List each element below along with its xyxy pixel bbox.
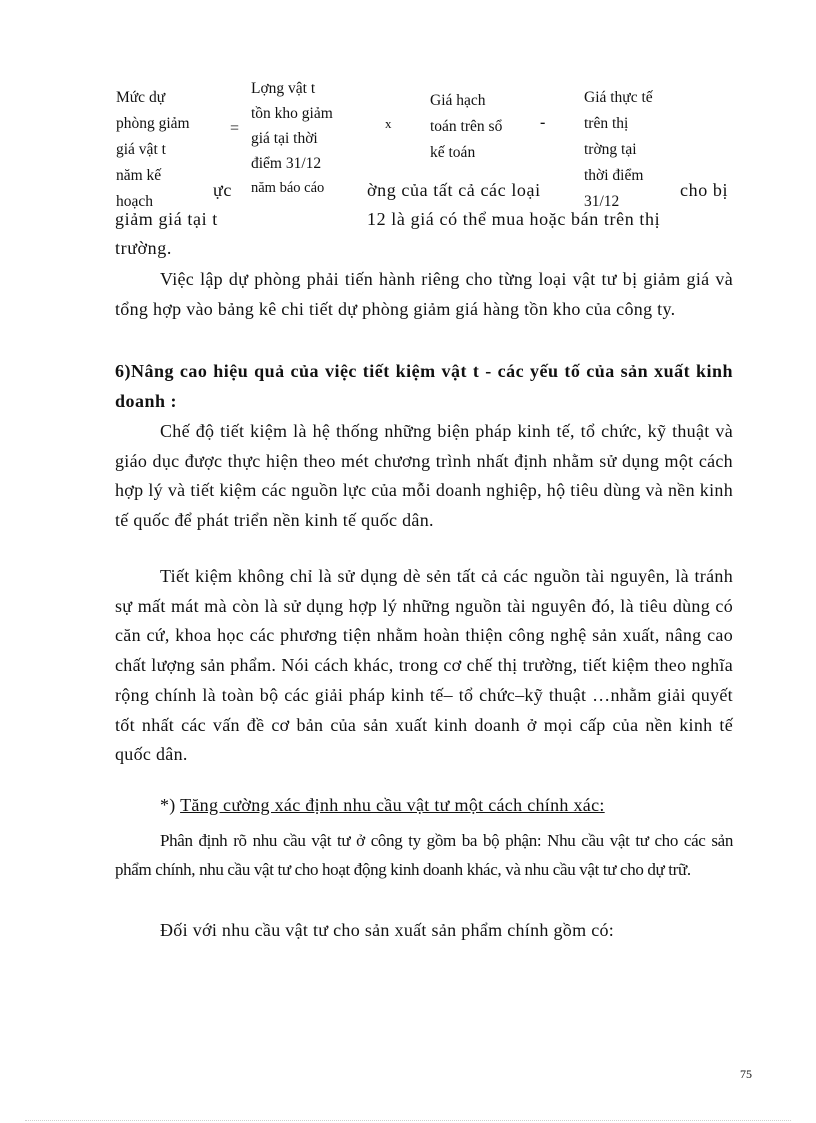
sub-heading-text: Tăng cường xác định nhu cầu vật tư một cách chính xác: <box>180 795 605 815</box>
formula-book-price <box>430 88 502 166</box>
fragment-text: ờng của tất cả các loại <box>367 180 541 200</box>
section-heading: 6)Nâng cao hiệu quả của việc tiết kiệm vật t - các yếu tố của sản xuất kinh doanh : <box>115 361 733 411</box>
paragraph: Tiết kiệm không chỉ là sử dụng dè sẻn tất cả các nguồn tài nguyên, là tránh sự mất mát mà còn là sử dụng hợp lý những nguồn tài nguyên đó, là tiêu dùng có căn cứ, khoa học các phương tiện nhằm hoàn thiện công nghệ sản xuất, nâng cao chất lượng sản phẩm. Nói cách khác, trong cơ chế thị trường, tiết kiệm theo nghĩa rộng chính là toàn bộ các giải pháp kinh tế– tổ chức–kỹ thuật …nhằm giải quyết tốt nhất các vấn đề cơ bản của sản xuất kinh doanh ở mọi cấp của nền kinh tế quốc dân. <box>115 566 733 765</box>
sub-heading-prefix: *) <box>160 795 181 815</box>
formula-market-line: thời điểm <box>584 167 644 184</box>
fragment-text: 12 là giá có thể mua hoặc bán trên thị <box>367 209 661 229</box>
formula-quantity-line: điểm 31/12 <box>251 155 322 172</box>
fragment-text: giảm giá tại t <box>115 209 218 229</box>
equals-sign: = <box>230 120 240 137</box>
formula-market-line: trên thị <box>584 115 629 132</box>
fragment-text: cho bị <box>680 180 729 200</box>
paragraph: Việc lập dự phòng phải tiến hành riêng cho từng loại vật tư bị giảm giá và tổng hợp vào bảng kê chi tiết dự phòng giảm giá hàng tồn kho của công ty. <box>115 269 733 319</box>
formula-lhs-line: hoạch <box>116 193 154 210</box>
sub-heading <box>115 791 733 821</box>
formula-lhs-line: phòng giảm <box>116 115 190 132</box>
formula-market-line: trờng tại <box>584 141 637 158</box>
paragraph: Đối với nhu cầu vật tư cho sản xuất sản phẩm chính gồm có: <box>160 920 615 940</box>
formula-quantity-line: Lợng vật t <box>251 80 316 97</box>
fragment-text: trường. <box>115 238 172 258</box>
formula-lhs-line: giá vật t <box>116 141 166 158</box>
formula-lhs-line: Mức dự <box>116 89 166 106</box>
formula-lhs-line: năm kế <box>116 167 162 184</box>
times-sign: x <box>385 116 392 131</box>
formula-book-line: toán trên sổ <box>430 118 503 135</box>
paragraph: Chế độ tiết kiệm là hệ thống những biện pháp kinh tế, tổ chức, kỹ thuật và giáo dục được thực hiện theo mét chương trình nhất định nhằm sử dụng một cách hợp lý và tiết kiệm các nguồn lực của mỗi doanh nghiệp, hộ tiêu dùng và nền kinh tế quốc để phát triển nền kinh tế quốc dân. <box>115 421 733 531</box>
formula-lhs <box>116 85 190 210</box>
formula-market-line: Giá thực tế <box>584 89 653 106</box>
formula-book-line: kế toán <box>430 144 476 161</box>
formula-market-line: 31/12 <box>584 193 620 210</box>
page-number: 75 <box>740 1067 752 1081</box>
fragment-text: ực <box>213 180 232 200</box>
formula-market-price <box>584 85 653 210</box>
formula-quantity-line: năm báo cáo <box>251 180 325 196</box>
page-footer-rule <box>25 1120 791 1121</box>
formula-book-line: Giá hạch <box>430 92 486 109</box>
formula-quantity <box>251 76 333 201</box>
minus-sign: - <box>540 114 546 131</box>
formula-quantity-line: tồn kho giảm <box>251 105 333 122</box>
paragraph: Phân định rõ nhu cầu vật tư ở công ty gồm ba bộ phận: Nhu cầu vật tư cho các sản phẩm chính, nhu cầu vật tư cho hoạt động kinh doanh khác, và nhu cầu vật tư cho dự trữ. <box>115 831 733 879</box>
formula-quantity-line: giá tại thời <box>251 130 318 147</box>
